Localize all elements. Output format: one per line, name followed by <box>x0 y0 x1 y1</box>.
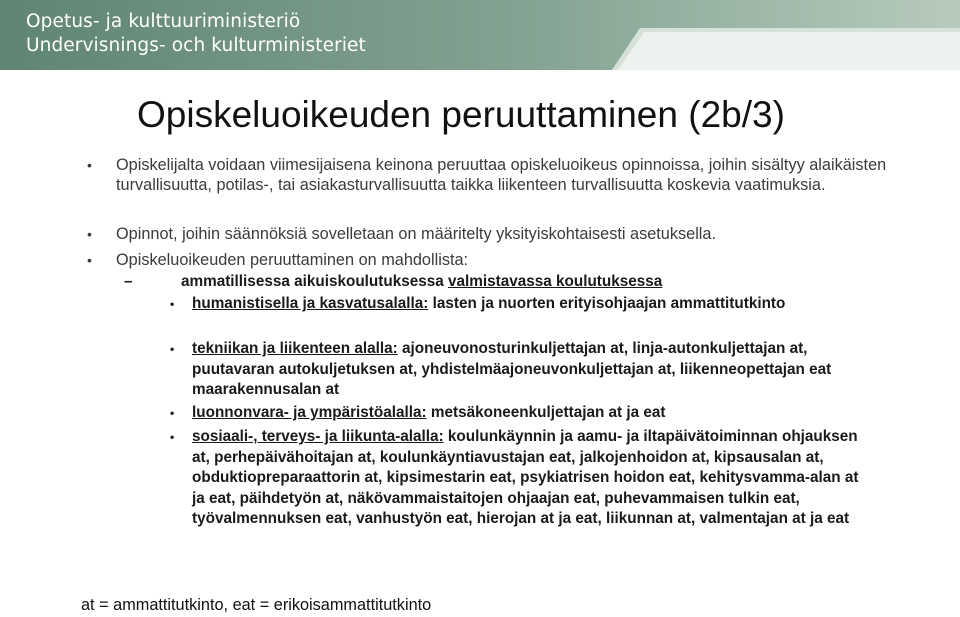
bullet-dot-icon: • <box>87 226 92 242</box>
sub-item-text <box>181 272 884 292</box>
field-item <box>170 403 870 424</box>
field-item-text <box>192 339 870 401</box>
slide-title: Opiskeluoikeuden peruuttaminen (2b/3) <box>137 94 785 135</box>
sub-item-underlined: valmistavassa koulutuksessa <box>448 273 663 290</box>
footnote: at = ammattitutkinto, eat = erikoisammattitutkinto <box>81 596 432 614</box>
field-item <box>170 427 870 530</box>
field-qualifications: ajoneuvonosturinkuljettajan at, linja-autonkuljettajan at, puutavaran autokuljetuksen at, yhdistelmäajoneuvonkuljettajan at, liikenneopettajan eat maarakennusalan at <box>192 340 832 398</box>
field-qualifications: lasten ja nuorten erityisohjaajan ammattitutkinto <box>428 295 786 312</box>
field-item <box>170 294 870 315</box>
bullet-dot-icon: • <box>170 342 175 356</box>
bullet-dot-icon: • <box>87 252 92 268</box>
field-qualifications: metsäkoneenkuljettajan at ja eat <box>426 404 666 421</box>
sub-item <box>124 272 884 292</box>
bullet-text: Opiskeluoikeuden peruuttaminen on mahdollista: <box>116 251 469 269</box>
bullet-dot-icon: • <box>87 157 92 173</box>
ministry-name-finnish: Opetus- ja kulttuuriministeriö <box>26 11 301 32</box>
field-name: luonnonvara- ja ympäristöalalla: <box>192 404 427 421</box>
bullet-dot-icon: • <box>170 406 175 420</box>
bullet-text: Opinnot, joihin säännöksiä sovelletaan on määritelty yksityiskohtaisesti asetuksella. <box>116 225 717 243</box>
field-item <box>170 339 870 401</box>
bullet-item <box>87 250 887 270</box>
sub-item-lead: ammatillisessa aikuiskoulutuksessa <box>181 273 444 290</box>
field-item-text <box>192 427 870 530</box>
field-qualifications: koulunkäynnin ja aamu- ja iltapäivätoiminnan ohjauksen at, perhepäivähoitajan at, koulunkäyntiavustajan eat, jalkojenhoidon at, kipsausalan at, obduktiopreparaattorin at, kipsimestarin eat, psykiatrisen hoidon eat, kehitysvamma-alan at ja eat, päihdetyön at, näkövammaistaitojen ohjaajan eat, puhevammaisen tulkin eat, työvalmennuksen eat, vanhustyön eat, hierojan at ja eat, liikunnan at, valmentajan at ja eat <box>192 428 859 527</box>
bullet-item <box>87 224 887 244</box>
field-item-text <box>192 403 870 424</box>
bullet-dot-icon: • <box>170 430 175 444</box>
field-name: humanistisella ja kasvatusalalla: <box>192 295 429 312</box>
ministry-name-swedish: Undervisnings- och kulturministeriet <box>26 35 366 56</box>
bullet-item <box>87 155 887 195</box>
dash-icon: – <box>124 273 133 290</box>
bullet-text: Opiskelijalta voidaan viimesijaisena keinona peruuttaa opiskeluoikeus opinnoissa, joihin sisältyy alaikäisten turvallisuutta, potilas-, tai asiakasturvallisuutta taikka liikenteen turvallisuutta koskevia vaatimuksia. <box>116 156 887 194</box>
field-item-text <box>192 294 870 315</box>
field-name: sosiaali-, terveys- ja liikunta-alalla: <box>192 428 444 445</box>
bullet-dot-icon: • <box>170 297 175 311</box>
ministry-banner <box>0 0 960 70</box>
field-name: tekniikan ja liikenteen alalla: <box>192 340 398 357</box>
